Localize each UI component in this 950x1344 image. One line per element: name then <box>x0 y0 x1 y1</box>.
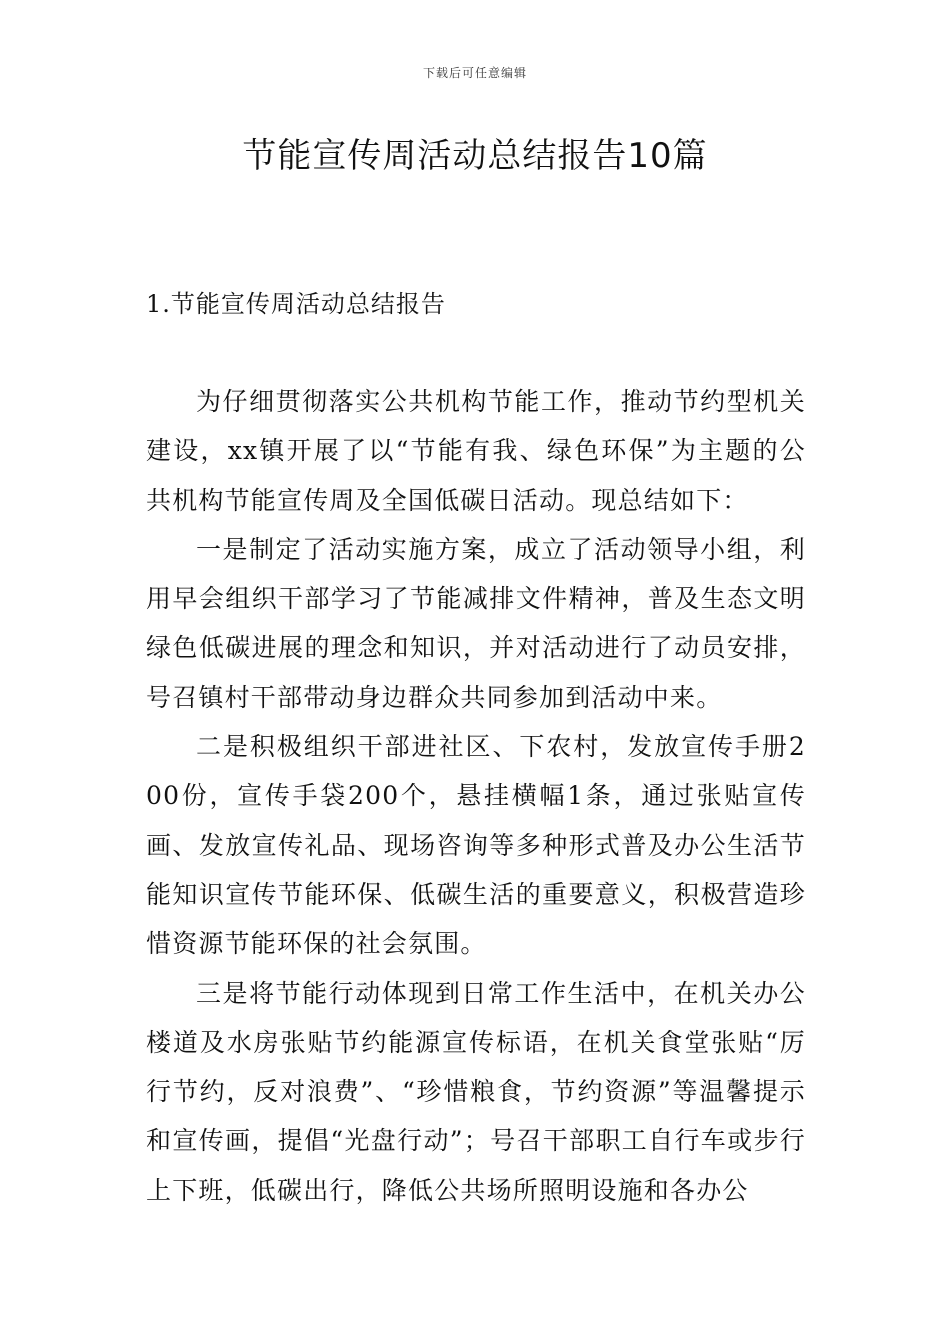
section-heading: 1.节能宣传周活动总结报告 <box>146 290 446 318</box>
paragraph: 三是将节能行动体现到日常工作生活中，在机关办公楼道及水房张贴节约能源宣传标语，在机关食堂张贴“厉行节约，反对浪费”、“珍惜粮食，节约资源”等温馨提示和宣传画，提倡“光盘行动”；号召干部职工自行车或步行上下班，低碳出行，降低公共场所照明设施和各办公 <box>146 978 806 1205</box>
body-text <box>146 377 806 1215</box>
paragraph: 为仔细贯彻落实公共机构节能工作，推动节约型机关建设，xx镇开展了以“节能有我、绿色环保”为主题的公共机构节能宣传周及全国低碳日活动。现总结如下： <box>146 387 806 515</box>
paragraph: 一是制定了活动实施方案，成立了活动领导小组，利用早会组织干部学习了节能减排文件精神，普及生态文明绿色低碳进展的理念和知识，并对活动进行了动员安排，号召镇村干部带动身边群众共同参加到活动中来。 <box>146 534 806 712</box>
paragraph: 二是积极组织干部进社区、下农村，发放宣传手册200份，宣传手袋200个，悬挂横幅1条，通过张贴宣传画、发放宣传礼品、现场咨询等多种形式普及办公生活节能知识宣传节能环保、低碳生活的重要意义，积极营造珍惜资源节能环保的社会氛围。 <box>146 732 806 959</box>
header-note: 下载后可任意编辑 <box>422 66 527 80</box>
document-title: 节能宣传周活动总结报告10篇 <box>242 136 708 176</box>
